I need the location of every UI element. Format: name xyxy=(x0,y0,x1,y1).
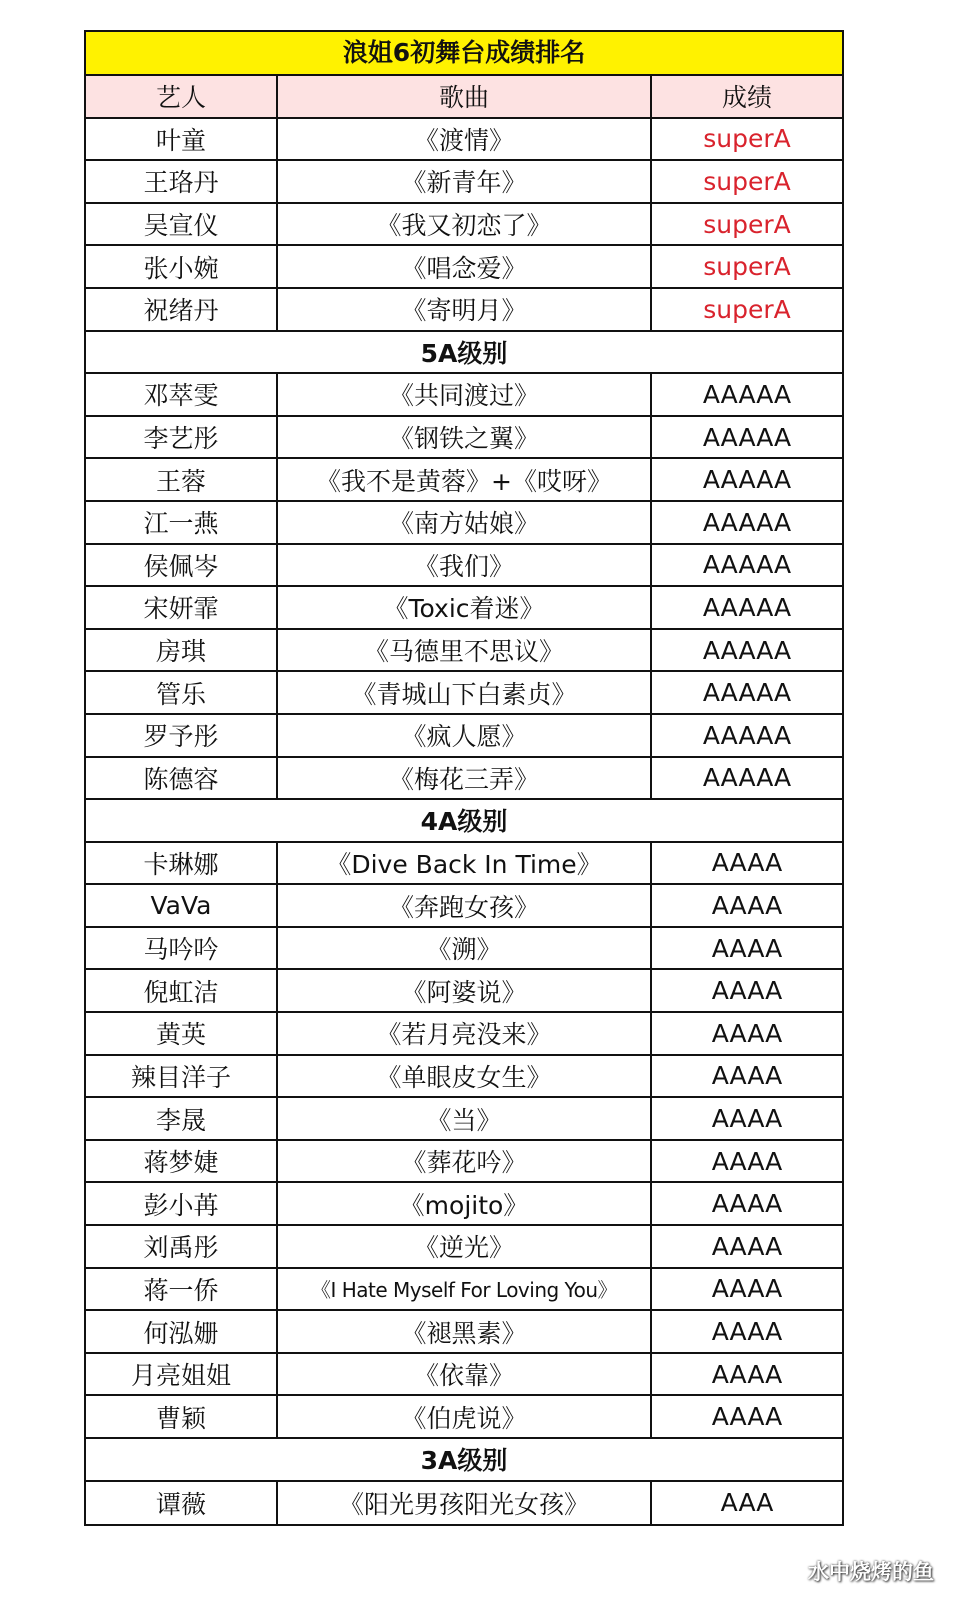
score-cell: AAAAA xyxy=(702,720,792,750)
watermark: 水中烧烤的鱼 xyxy=(808,1560,934,1584)
table-row xyxy=(86,119,842,162)
table-row xyxy=(86,502,842,545)
artist-cell: 蒋一侨 xyxy=(86,1269,278,1310)
score-cell: AAAA xyxy=(711,933,783,963)
score-cell: AAAAA xyxy=(702,422,792,452)
table-row xyxy=(86,1311,842,1354)
song-cell: 《我又初恋了》 xyxy=(278,204,652,245)
artist-cell: 月亮姐姐 xyxy=(86,1354,278,1395)
song-cell: 《依靠》 xyxy=(278,1354,652,1395)
artist-cell: 陈德容 xyxy=(86,758,278,799)
song-cell: 《mojito》 xyxy=(278,1183,652,1224)
artist-cell: 何泓姗 xyxy=(86,1311,278,1352)
table-row xyxy=(86,672,842,715)
song-cell: 《南方姑娘》 xyxy=(278,502,652,543)
song-cell: 《我不是黄蓉》+《哎呀》 xyxy=(278,459,652,500)
artist-cell: 管乐 xyxy=(86,672,278,713)
table-row xyxy=(86,1482,842,1525)
table-row xyxy=(86,1141,842,1184)
artist-cell: 房琪 xyxy=(86,630,278,671)
score-cell: AAAAA xyxy=(702,550,792,580)
table-row xyxy=(86,885,842,928)
score-cell: superA xyxy=(703,209,791,239)
table-row xyxy=(86,1269,842,1312)
song-cell: 《寄明月》 xyxy=(278,289,652,330)
artist-cell: 宋妍霏 xyxy=(86,587,278,628)
artist-cell: 张小婉 xyxy=(86,246,278,287)
table-row xyxy=(86,459,842,502)
score-cell: superA xyxy=(703,166,791,196)
score-cell: AAAAA xyxy=(702,678,792,708)
score-cell: AAAA xyxy=(711,1146,783,1176)
score-cell: AAAAA xyxy=(702,592,792,622)
song-cell: 《阳光男孩阳光女孩》 xyxy=(278,1482,652,1525)
score-cell: superA xyxy=(703,294,791,324)
score-cell: AAAA xyxy=(711,976,783,1006)
table-row xyxy=(86,246,842,289)
group-label: 5A级别 xyxy=(86,332,842,375)
song-cell: 《疯人愿》 xyxy=(278,715,652,756)
song-cell: 《当》 xyxy=(278,1098,652,1139)
artist-cell: 叶童 xyxy=(86,119,278,160)
table-row xyxy=(86,1354,842,1397)
song-cell: 《逆光》 xyxy=(278,1226,652,1267)
score-cell: AAAA xyxy=(711,848,783,878)
artist-cell: 王蓉 xyxy=(86,459,278,500)
artist-cell: 李艺彤 xyxy=(86,417,278,458)
table-row xyxy=(86,545,842,588)
score-cell: AAAAA xyxy=(702,507,792,537)
table-row xyxy=(86,374,842,417)
table-row xyxy=(86,843,842,886)
song-cell: 《梅花三弄》 xyxy=(278,758,652,799)
table-row xyxy=(86,758,842,801)
score-cell: AAAA xyxy=(711,1104,783,1134)
group-label: 4A级别 xyxy=(86,800,842,843)
song-cell: 《马德里不思议》 xyxy=(278,630,652,671)
score-cell: AAAA xyxy=(711,1189,783,1219)
score-cell: AAA xyxy=(720,1488,774,1518)
artist-cell: VaVa xyxy=(86,885,278,926)
table-row xyxy=(86,289,842,332)
score-cell: AAAA xyxy=(711,1274,783,1304)
artist-cell: 吴宣仪 xyxy=(86,204,278,245)
group-label: 3A级别 xyxy=(86,1439,842,1482)
song-cell: 《钢铁之翼》 xyxy=(278,417,652,458)
song-cell: 《若月亮没来》 xyxy=(278,1013,652,1054)
ranking-table xyxy=(84,30,844,1526)
header-song: 歌曲 xyxy=(278,76,652,117)
artist-cell: 江一燕 xyxy=(86,502,278,543)
table-row xyxy=(86,970,842,1013)
artist-cell: 侯佩岑 xyxy=(86,545,278,586)
table-row xyxy=(86,1396,842,1439)
score-cell: AAAA xyxy=(711,1317,783,1347)
table-body xyxy=(86,119,842,1525)
score-cell: AAAA xyxy=(711,1061,783,1091)
score-cell: superA xyxy=(703,124,791,154)
score-cell: AAAAA xyxy=(702,635,792,665)
song-cell: 《褪黑素》 xyxy=(278,1311,652,1352)
artist-cell: 祝绪丹 xyxy=(86,289,278,330)
score-cell: AAAAA xyxy=(702,465,792,495)
artist-cell: 辣目洋子 xyxy=(86,1056,278,1097)
table-row xyxy=(86,417,842,460)
artist-cell: 王珞丹 xyxy=(86,161,278,202)
song-cell: 《奔跑女孩》 xyxy=(278,885,652,926)
score-cell: AAAA xyxy=(711,1231,783,1261)
artist-cell: 刘禹彤 xyxy=(86,1226,278,1267)
table-row xyxy=(86,1056,842,1099)
song-cell: 《共同渡过》 xyxy=(278,374,652,415)
table-row xyxy=(86,1183,842,1226)
table-header-row xyxy=(86,76,842,119)
song-cell: 《Dive Back In Time》 xyxy=(278,843,652,884)
table-row xyxy=(86,204,842,247)
score-cell: superA xyxy=(703,252,791,282)
song-cell: 《新青年》 xyxy=(278,161,652,202)
song-cell: 《Toxic着迷》 xyxy=(278,587,652,628)
artist-cell: 谭薇 xyxy=(86,1482,278,1525)
artist-cell: 邓萃雯 xyxy=(86,374,278,415)
artist-cell: 罗予彤 xyxy=(86,715,278,756)
song-cell: 《渡情》 xyxy=(278,119,652,160)
table-row xyxy=(86,1098,842,1141)
score-cell: AAAA xyxy=(711,891,783,921)
table-row xyxy=(86,1226,842,1269)
table-row xyxy=(86,587,842,630)
artist-cell: 曹颖 xyxy=(86,1396,278,1437)
score-cell: AAAA xyxy=(711,1359,783,1389)
score-cell: AAAA xyxy=(711,1018,783,1048)
artist-cell: 倪虹洁 xyxy=(86,970,278,1011)
score-cell: AAAAA xyxy=(702,379,792,409)
song-cell: 《阿婆说》 xyxy=(278,970,652,1011)
header-artist: 艺人 xyxy=(86,76,278,117)
artist-cell: 卡琳娜 xyxy=(86,843,278,884)
header-score: 成绩 xyxy=(721,83,772,113)
song-cell: 《唱念爱》 xyxy=(278,246,652,287)
table-row xyxy=(86,1013,842,1056)
table-row xyxy=(86,928,842,971)
table-title: 浪姐6初舞台成绩排名 xyxy=(86,32,842,76)
table-row xyxy=(86,161,842,204)
artist-cell: 马吟吟 xyxy=(86,928,278,969)
song-cell: 《伯虎说》 xyxy=(278,1396,652,1437)
artist-cell: 黄英 xyxy=(86,1013,278,1054)
table-row xyxy=(86,630,842,673)
song-cell: 《青城山下白素贞》 xyxy=(278,672,652,713)
song-cell: 《溯》 xyxy=(278,928,652,969)
score-cell: AAAAA xyxy=(702,763,792,793)
table-row xyxy=(86,715,842,758)
song-cell: 《我们》 xyxy=(278,545,652,586)
artist-cell: 彭小苒 xyxy=(86,1183,278,1224)
score-cell: AAAA xyxy=(711,1402,783,1432)
song-cell: 《葬花吟》 xyxy=(278,1141,652,1182)
artist-cell: 蒋梦婕 xyxy=(86,1141,278,1182)
artist-cell: 李晟 xyxy=(86,1098,278,1139)
song-cell: 《I Hate Myself For Loving You》 xyxy=(278,1269,652,1310)
song-cell: 《单眼皮女生》 xyxy=(278,1056,652,1097)
